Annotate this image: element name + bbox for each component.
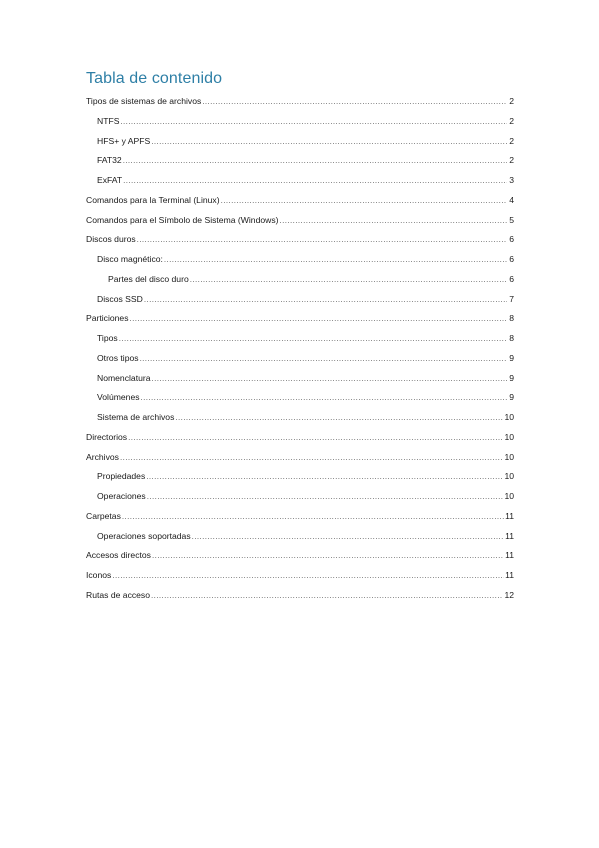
toc-list [86, 94, 514, 608]
toc-page-number: 12 [504, 589, 514, 600]
toc-entry-level2[interactable] [86, 390, 514, 410]
toc-dot-leader [151, 135, 507, 149]
toc-entry-level1[interactable] [86, 94, 514, 114]
toc-dot-leader [122, 510, 504, 524]
toc-entry-level2[interactable] [86, 114, 514, 134]
toc-entry-text: Volúmenes [97, 392, 140, 403]
toc-page-number: 8 [509, 333, 514, 343]
toc-entry-text: FAT32 [97, 155, 122, 166]
toc-entry-text: Directorios [86, 431, 128, 442]
toc-entry-text: Sistema de archivos [97, 412, 175, 422]
toc-dot-leader [146, 470, 503, 484]
toc-entry-text: Archivos [86, 451, 119, 462]
toc-entry-text: Carpetas [86, 510, 121, 521]
toc-entry-text: Disco magnético: [97, 254, 163, 264]
toc-page-number: 5 [509, 214, 514, 225]
toc-entry-text: Comandos para la Terminal (Linux) [86, 194, 220, 205]
toc-entry-text: Accesos directos [86, 550, 151, 561]
toc-page-number: 11 [505, 550, 514, 561]
toc-dot-leader [192, 530, 504, 544]
toc-page-number: 8 [509, 313, 514, 324]
toc-page-number: 10 [504, 412, 514, 422]
toc-page-number: 9 [509, 392, 514, 403]
toc-dot-leader [190, 273, 507, 287]
toc-dot-leader [140, 352, 507, 366]
toc-dot-leader [202, 95, 507, 109]
toc-entry-level1[interactable] [86, 311, 514, 331]
toc-dot-leader [128, 431, 503, 445]
toc-page-number: 6 [509, 273, 514, 284]
toc-entry-level3[interactable] [86, 272, 514, 292]
toc-entry-level2[interactable] [86, 529, 514, 549]
toc-page-number: 6 [509, 234, 514, 245]
toc-dot-leader [147, 490, 504, 504]
toc-dot-leader [141, 391, 507, 405]
toc-entry-text: NTFS [97, 115, 120, 126]
toc-entry-text: Rutas de acceso [86, 589, 151, 600]
toc-page-number: 9 [509, 372, 514, 383]
toc-entry-text: Partes del disco duro [108, 273, 189, 284]
toc-page-number: 10 [504, 451, 514, 462]
toc-dot-leader [120, 451, 503, 465]
toc-entry-text: Particiones [86, 313, 129, 324]
toc-page-number: 9 [509, 352, 514, 363]
toc-entry-level2[interactable] [86, 153, 514, 173]
toc-dot-leader [164, 253, 507, 267]
toc-dot-leader [119, 332, 507, 346]
toc-entry-text: Comandos para el Símbolo de Sistema (Windows) [86, 214, 279, 225]
toc-entry-text: Otros tipos [97, 352, 139, 363]
toc-entry-text: Nomenclatura [97, 372, 151, 383]
toc-dot-leader [152, 372, 508, 386]
toc-dot-leader [152, 549, 504, 563]
toc-page-number: 10 [504, 431, 514, 442]
toc-page-number: 2 [509, 115, 514, 126]
toc-page-number: 6 [509, 254, 514, 264]
toc-entry-text: Discos duros [86, 234, 136, 245]
toc-entry-level1[interactable] [86, 213, 514, 233]
toc-entry-level1[interactable] [86, 548, 514, 568]
toc-entry-level2[interactable] [86, 331, 514, 351]
toc-entry-level1[interactable] [86, 232, 514, 252]
toc-dot-leader [175, 411, 503, 425]
toc-dot-leader [144, 293, 507, 307]
toc-entry-level2[interactable] [86, 173, 514, 193]
toc-entry-text: ExFAT [97, 175, 123, 185]
toc-entry-text: Iconos [86, 570, 112, 580]
toc-dot-leader [130, 312, 507, 326]
toc-page-number: 3 [509, 175, 514, 185]
toc-page-number: 11 [505, 570, 514, 580]
toc-entry-text: Tipos de sistemas de archivos [86, 96, 202, 106]
toc-title: Tabla de contenido [86, 70, 223, 87]
toc-entry-level1[interactable] [86, 509, 514, 529]
toc-entry-level1[interactable] [86, 430, 514, 450]
toc-entry-level2[interactable] [86, 134, 514, 154]
toc-page-number: 11 [505, 510, 514, 521]
toc-dot-leader [120, 115, 507, 129]
toc-page-number: 2 [509, 155, 514, 166]
toc-entry-level1[interactable] [86, 568, 514, 588]
toc-entry-text: Propiedades [97, 471, 146, 482]
toc-entry-level2[interactable] [86, 469, 514, 489]
toc-entry-level2[interactable] [86, 410, 514, 430]
toc-page-number: 10 [504, 471, 514, 482]
toc-entry-level2[interactable] [86, 351, 514, 371]
toc-entry-level2[interactable] [86, 489, 514, 509]
toc-page-number: 11 [505, 530, 514, 541]
toc-dot-leader [123, 154, 507, 168]
toc-dot-leader [221, 194, 507, 208]
toc-entry-level1[interactable] [86, 450, 514, 470]
toc-entry-level2[interactable] [86, 371, 514, 391]
toc-entry-level2[interactable] [86, 252, 514, 272]
toc-page-number: 2 [509, 135, 514, 146]
toc-entry-text: Operaciones soportadas [97, 530, 191, 541]
toc-entry-text: Tipos [97, 333, 118, 343]
toc-entry-level1[interactable] [86, 588, 514, 608]
toc-dot-leader [123, 174, 507, 188]
toc-entry-text: Operaciones [97, 491, 146, 501]
toc-dot-leader [112, 569, 504, 583]
toc-entry-text: HFS+ y APFS [97, 135, 151, 146]
toc-page-number: 7 [509, 293, 514, 304]
toc-page-number: 2 [509, 96, 514, 106]
toc-dot-leader [137, 233, 507, 247]
toc-entry-text: Discos SSD [97, 293, 143, 304]
toc-dot-leader [280, 214, 508, 228]
toc-page-number: 10 [504, 491, 514, 501]
toc-entry-level2[interactable] [86, 292, 514, 312]
toc-entry-level1[interactable] [86, 193, 514, 213]
toc-page-number: 4 [509, 194, 514, 205]
toc-dot-leader [151, 589, 503, 603]
